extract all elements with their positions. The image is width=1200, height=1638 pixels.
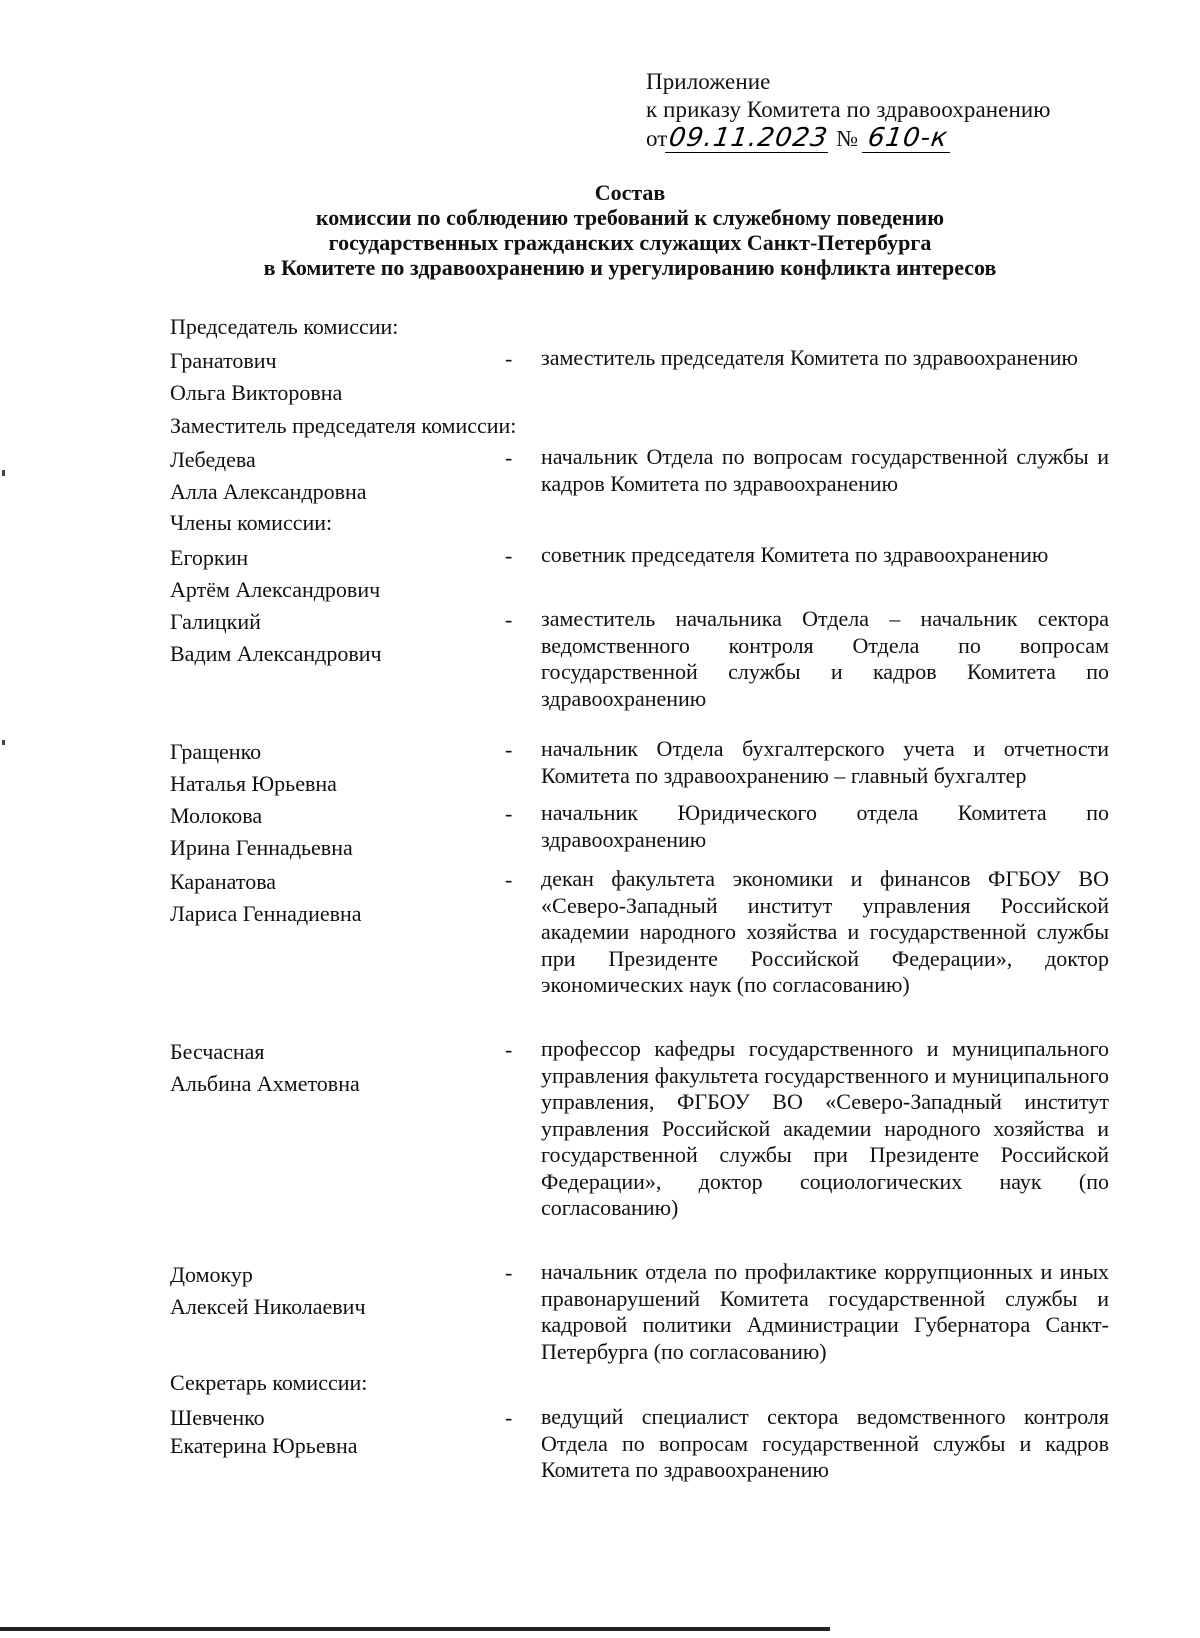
number-sign: № bbox=[836, 126, 859, 151]
appendix-title: Приложение bbox=[646, 69, 771, 94]
document-title bbox=[150, 180, 1110, 280]
person-position: советник председателя Комитета по здравоохранению bbox=[541, 542, 1049, 567]
person-surname: Бесчасная bbox=[170, 1039, 265, 1064]
appendix-order-ref: к приказу Комитета по здравоохранению bbox=[646, 97, 1051, 122]
person-surname: Домокур bbox=[170, 1262, 253, 1287]
dash-separator: - bbox=[505, 1260, 513, 1285]
person-given-name: Вадим Александрович bbox=[170, 641, 382, 666]
person-name bbox=[170, 606, 500, 670]
handwritten-date: 09.11.2023 bbox=[667, 123, 831, 153]
person-position: ведущий специалист сектора ведомственного контроля Отдела по вопросам государственной службы и кадров Комитета по здравоохранению bbox=[541, 1404, 1109, 1482]
appendix-date-line bbox=[646, 124, 1051, 153]
person-given-name: Наталья Юрьевна bbox=[170, 771, 337, 796]
dash-separator: - bbox=[505, 346, 513, 371]
person-surname: Гращенко bbox=[170, 739, 262, 764]
dash-separator: - bbox=[505, 737, 513, 762]
person-position: профессор кафедры государственного и муниципального управления факультета государственного и муниципального управления, ФГБОУ ВО «Северо-Западный институт управления Российской академии народного хозяйства и государственной службы при Президенте Российской Федерации», доктор социологических наук (по согласованию) bbox=[541, 1036, 1109, 1220]
dash-separator: - bbox=[505, 607, 513, 632]
dash-separator: - bbox=[505, 801, 513, 826]
person-given-name: Артём Александрович bbox=[170, 577, 381, 602]
appendix-header bbox=[646, 68, 1051, 153]
title-line-3: государственных гражданских служащих Санкт-Петербурга bbox=[328, 230, 932, 255]
dash-separator: - bbox=[505, 1037, 513, 1062]
title-line-1: Состав bbox=[594, 180, 666, 205]
scan-bottom-edge bbox=[0, 1627, 830, 1631]
dash-separator: - bbox=[505, 1405, 513, 1430]
scan-artifact bbox=[2, 740, 5, 745]
section-secretary: Секретарь комиссии: bbox=[170, 1370, 368, 1395]
person-position: заместитель председателя Комитета по здравоохранению bbox=[541, 345, 1078, 370]
person-surname: Лебедева bbox=[170, 447, 256, 472]
person-name bbox=[170, 800, 500, 864]
person-position: декан факультета экономики и финансов ФГБОУ ВО «Северо-Западный институт управления Российской академии народного хозяйства и государственной службы при Президенте Российской Федерации», доктор экономических наук (по согласованию) bbox=[541, 866, 1109, 997]
dash-separator: - bbox=[505, 543, 513, 568]
person-position: начальник Отдела бухгалтерского учета и отчетности Комитета по здравоохранению – главный бухгалтер bbox=[541, 736, 1109, 788]
person-given-name: Екатерина Юрьевна bbox=[170, 1433, 358, 1458]
person-name bbox=[170, 1036, 500, 1100]
person-name bbox=[170, 1259, 500, 1323]
dash-separator: - bbox=[505, 445, 513, 470]
person-name bbox=[170, 866, 500, 930]
person-position: начальник Юридического отдела Комитета по здравоохранению bbox=[541, 800, 1109, 852]
title-line-4: в Комитете по здравоохранению и урегулированию конфликта интересов bbox=[263, 255, 997, 280]
scan-artifact bbox=[2, 470, 5, 476]
person-surname: Галицкий bbox=[170, 609, 261, 634]
person-name bbox=[170, 1404, 500, 1460]
person-given-name: Алла Александровна bbox=[170, 479, 367, 504]
date-prefix: от bbox=[646, 126, 668, 151]
person-position: начальник отдела по профилактике коррупционных и иных правонарушений Комитета государственной службы и кадровой политики Администрации Губернатора Санкт-Петербурга (по согласованию) bbox=[541, 1259, 1109, 1364]
person-position: начальник Отдела по вопросам государственной службы и кадров Комитета по здравоохранению bbox=[541, 444, 1109, 496]
person-name bbox=[170, 345, 500, 409]
person-given-name: Ольга Викторовна bbox=[170, 380, 343, 405]
section-chair: Председатель комиссии: bbox=[170, 314, 399, 339]
section-deputy: Заместитель председателя комиссии: bbox=[170, 413, 517, 438]
person-surname: Гранатович bbox=[170, 348, 277, 373]
dash-separator: - bbox=[505, 867, 513, 892]
person-position: заместитель начальника Отдела – начальник сектора ведомственного контроля Отдела по вопросам государственной службы и кадров Комитета по здравоохранению bbox=[541, 606, 1109, 711]
person-given-name: Альбина Ахметовна bbox=[170, 1071, 360, 1096]
section-members: Члены комиссии: bbox=[170, 510, 333, 535]
person-given-name: Алексей Николаевич bbox=[170, 1294, 366, 1319]
handwritten-number: 610-к bbox=[862, 124, 954, 153]
person-surname: Каранатова bbox=[170, 869, 277, 894]
person-given-name: Ирина Геннадьевна bbox=[170, 835, 353, 860]
person-name bbox=[170, 736, 500, 800]
person-name bbox=[170, 444, 500, 508]
title-line-2: комиссии по соблюдению требований к служебному поведению bbox=[315, 205, 945, 230]
person-name bbox=[170, 542, 500, 606]
person-given-name: Лариса Геннадиевна bbox=[170, 901, 362, 926]
person-surname: Молокова bbox=[170, 803, 263, 828]
person-surname: Шевченко bbox=[170, 1405, 265, 1430]
person-surname: Егоркин bbox=[170, 545, 249, 570]
